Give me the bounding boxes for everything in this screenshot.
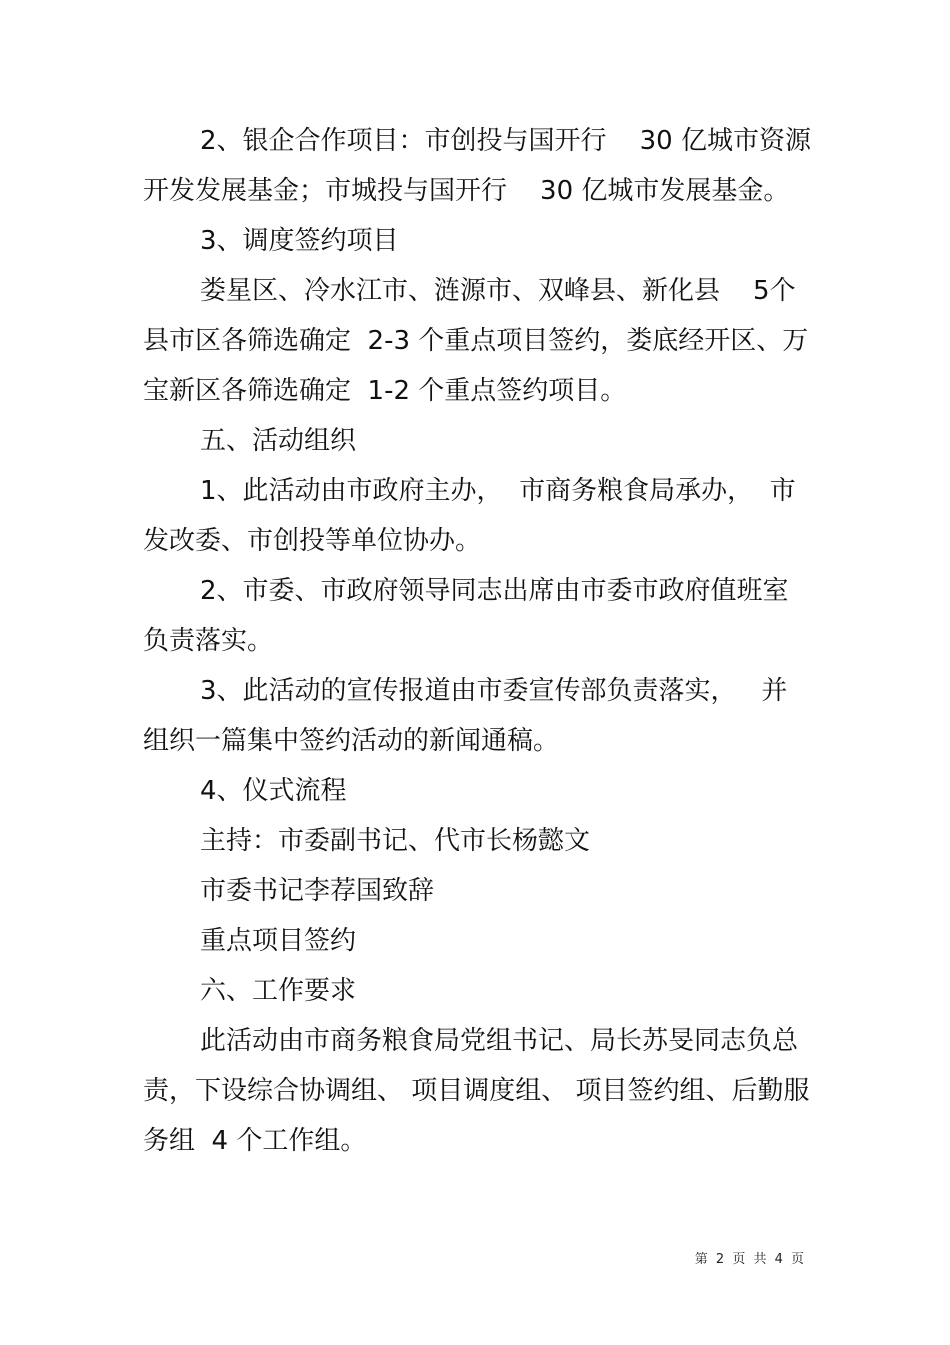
paragraph-ceremony-heading: 4、仪式流程 bbox=[200, 776, 347, 806]
paragraph-bank-cooperation: 2、银企合作项目：市创投与国开行 30 亿城市资源开发发展基金；市城投与国开行 30 亿城市发展基金。 bbox=[143, 126, 811, 206]
paragraph-host: 主持：市委副书记、代市长杨懿文 bbox=[200, 826, 591, 856]
paragraph-dispatch-detail: 娄星区、冷水江市、涟源市、双峰县、新化县 5个县市区各筛选确定 2-3 个重点项目签约，娄底经开区、万宝新区各筛选确定 1-2 个重点签约项目。 bbox=[143, 276, 809, 406]
section-heading-organization: 五、活动组织 bbox=[200, 426, 357, 456]
paragraph-publicity: 3、此活动的宣传报道由市委宣传部负责落实， 并组织一篇集中签约活动的新闻通稿。 bbox=[143, 676, 788, 756]
page-number: 第 2 页 共 4 页 bbox=[694, 1252, 806, 1267]
section-heading-requirements: 六、工作要求 bbox=[200, 976, 357, 1006]
paragraph-speech: 市委书记李荐国致辞 bbox=[200, 876, 435, 906]
document-body bbox=[143, 116, 813, 1166]
paragraph-responsibility: 此活动由市商务粮食局党组书记、局长苏旻同志负总责，下设综合协调组、 项目调度组、 项目签约组、后勤服务组 4 个工作组。 bbox=[143, 1026, 810, 1156]
paragraph-dispatch-heading: 3、调度签约项目 bbox=[200, 226, 399, 256]
paragraph-signing: 重点项目签约 bbox=[200, 926, 357, 956]
paragraph-leaders: 2、市委、市政府领导同志出席由市委市政府值班室负责落实。 bbox=[143, 576, 789, 656]
paragraph-organizers: 1、此活动由市政府主办， 市商务粮食局承办， 市发改委、市创投等单位协办。 bbox=[143, 476, 796, 556]
